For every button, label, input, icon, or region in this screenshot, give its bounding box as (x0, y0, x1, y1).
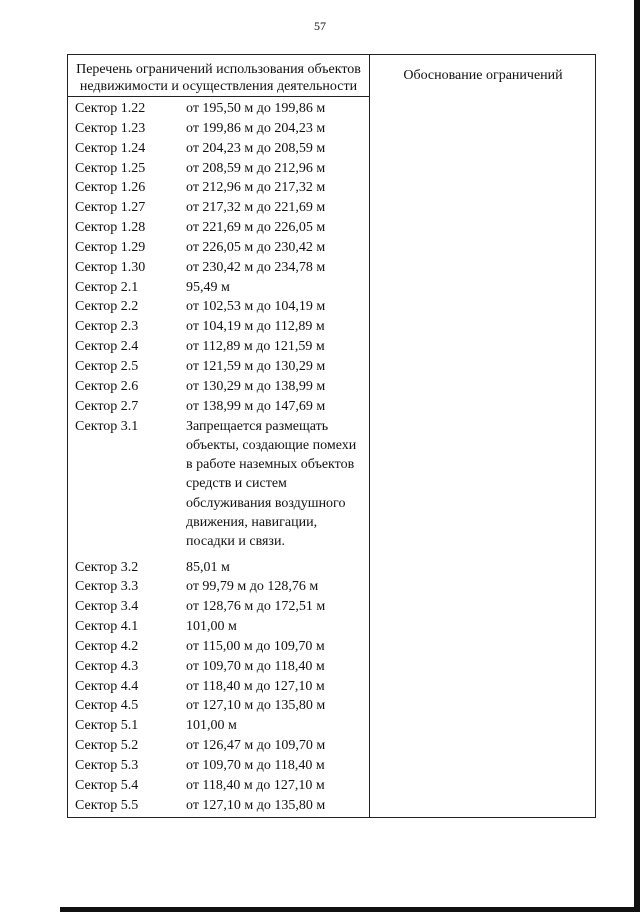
header-rule (68, 96, 369, 97)
sector-restriction-value: от 208,59 м до 212,96 м (186, 160, 326, 176)
sector-name: Сектор 1.27 (75, 200, 146, 216)
table-row (68, 317, 369, 337)
table-row (68, 159, 369, 179)
table-row (68, 377, 369, 397)
header-justification: Обоснование ограничений (403, 68, 563, 83)
sector-restriction-value: от 112,89 м до 121,59 м (186, 339, 325, 355)
table-row (68, 597, 369, 617)
sector-name: Сектор 1.30 (75, 259, 146, 275)
sector-restriction-value: от 109,70 м до 118,40 м (186, 658, 325, 674)
sector-name: Сектор 4.2 (75, 638, 139, 654)
page-number: 57 (314, 19, 326, 33)
sector-name: Сектор 4.1 (75, 619, 139, 635)
sector-restriction-value: от 204,23 м до 208,59 м (186, 140, 326, 156)
table-row (68, 696, 369, 716)
sector-name: Сектор 2.4 (75, 339, 139, 355)
table-row (68, 796, 369, 816)
sector-restriction-value: от 127,10 м до 135,80 м (186, 698, 326, 714)
table-row (68, 258, 369, 278)
sector-name: Сектор 1.23 (75, 120, 146, 136)
table-row (68, 198, 369, 218)
table-row (68, 357, 369, 377)
table-row (68, 297, 369, 317)
sector-restriction-value: 85,01 м (186, 559, 230, 575)
sector-restriction-value: от 128,76 м до 172,51 м (186, 599, 326, 615)
restrictions-table (67, 54, 596, 818)
sector-name: Сектор 1.29 (75, 239, 146, 255)
sector-restriction-value: от 127,10 м до 135,80 м (186, 797, 326, 813)
sector-name: Сектор 2.1 (75, 279, 139, 295)
sector-restriction-value: от 226,05 м до 230,42 м (186, 239, 326, 255)
sector-name: Сектор 1.25 (75, 160, 146, 176)
sector-name: Сектор 2.2 (75, 299, 139, 315)
sector-name: Сектор 2.3 (75, 319, 139, 335)
sector-restriction-value: от 195,50 м до 199,86 м (186, 101, 326, 116)
sector-restriction-value: от 118,40 м до 127,10 м (186, 678, 325, 694)
sector-restriction-value: от 115,00 м до 109,70 м (186, 638, 325, 654)
sector-name: Сектор 3.2 (75, 559, 139, 575)
sector-name: Сектор 5.3 (75, 758, 139, 774)
sector-restriction-value: Запрещается размещать объекты, создающие помехи в работе наземных объектов средств и систем обслуживания воздушного движения, навигации, посадки и связи. (186, 418, 357, 550)
table-row (68, 677, 369, 697)
sector-restriction-value: от 130,29 м до 138,99 м (186, 378, 326, 394)
table-row (68, 756, 369, 776)
table-row (68, 736, 369, 756)
table-row (68, 577, 369, 597)
sector-name: Сектор 1.22 (75, 101, 146, 116)
table-row (68, 776, 369, 796)
table-row (68, 417, 369, 558)
sector-restriction-value: от 126,47 м до 109,70 м (186, 738, 326, 754)
sector-restriction-value: от 118,40 м до 127,10 м (186, 777, 325, 793)
header-restrictions-list: Перечень ограничений использования объектов недвижимости и осуществления деятельности (76, 62, 361, 94)
table-row (68, 397, 369, 417)
sector-name: Сектор 5.4 (75, 777, 139, 793)
scan-edge-bottom (60, 907, 640, 912)
sector-restriction-value: от 230,42 м до 234,78 м (186, 259, 326, 275)
table-row (68, 99, 369, 119)
sector-restriction-value: от 99,79 м до 128,76 м (186, 579, 319, 595)
sector-restriction-value: от 199,86 м до 204,23 м (186, 120, 326, 136)
sector-name: Сектор 2.6 (75, 378, 139, 394)
sector-restriction-value: от 109,70 м до 118,40 м (186, 758, 325, 774)
sector-restriction-value: 95,49 м (186, 279, 230, 295)
table-row (68, 716, 369, 736)
sector-restriction-value: от 212,96 м до 217,32 м (186, 180, 326, 196)
table-row (68, 657, 369, 677)
sector-name: Сектор 4.5 (75, 698, 139, 714)
table-row (68, 178, 369, 198)
sector-restriction-value: от 217,32 м до 221,69 м (186, 200, 326, 216)
sector-name: Сектор 4.4 (75, 678, 139, 694)
sector-name: Сектор 1.26 (75, 180, 146, 196)
sector-restriction-value: 101,00 м (186, 619, 237, 635)
column-divider (369, 55, 370, 817)
table-body (68, 99, 369, 816)
sector-name: Сектор 1.28 (75, 220, 146, 236)
table-row (68, 119, 369, 139)
sector-name: Сектор 1.24 (75, 140, 146, 156)
table-row (68, 337, 369, 357)
scan-edge-right (634, 0, 640, 912)
sector-name: Сектор 5.5 (75, 797, 139, 813)
table-row (68, 558, 369, 578)
table-row (68, 218, 369, 238)
sector-name: Сектор 3.1 (75, 418, 139, 434)
sector-name: Сектор 4.3 (75, 658, 139, 674)
table-row (68, 238, 369, 258)
sector-name: Сектор 5.2 (75, 738, 139, 754)
table-row (68, 139, 369, 159)
sector-restriction-value: от 121,59 м до 130,29 м (186, 358, 326, 374)
sector-name: Сектор 5.1 (75, 718, 139, 734)
sector-restriction-value: 101,00 м (186, 718, 237, 734)
sector-name: Сектор 3.3 (75, 579, 139, 595)
table-row (68, 617, 369, 637)
sector-name: Сектор 2.7 (75, 398, 139, 414)
sector-restriction-value: от 221,69 м до 226,05 м (186, 220, 326, 236)
table-row (68, 637, 369, 657)
sector-restriction-value: от 138,99 м до 147,69 м (186, 398, 326, 414)
sector-name: Сектор 3.4 (75, 599, 139, 615)
sector-name: Сектор 2.5 (75, 358, 139, 374)
table-row (68, 278, 369, 298)
sector-restriction-value: от 102,53 м до 104,19 м (186, 299, 326, 315)
sector-restriction-value: от 104,19 м до 112,89 м (186, 319, 325, 335)
